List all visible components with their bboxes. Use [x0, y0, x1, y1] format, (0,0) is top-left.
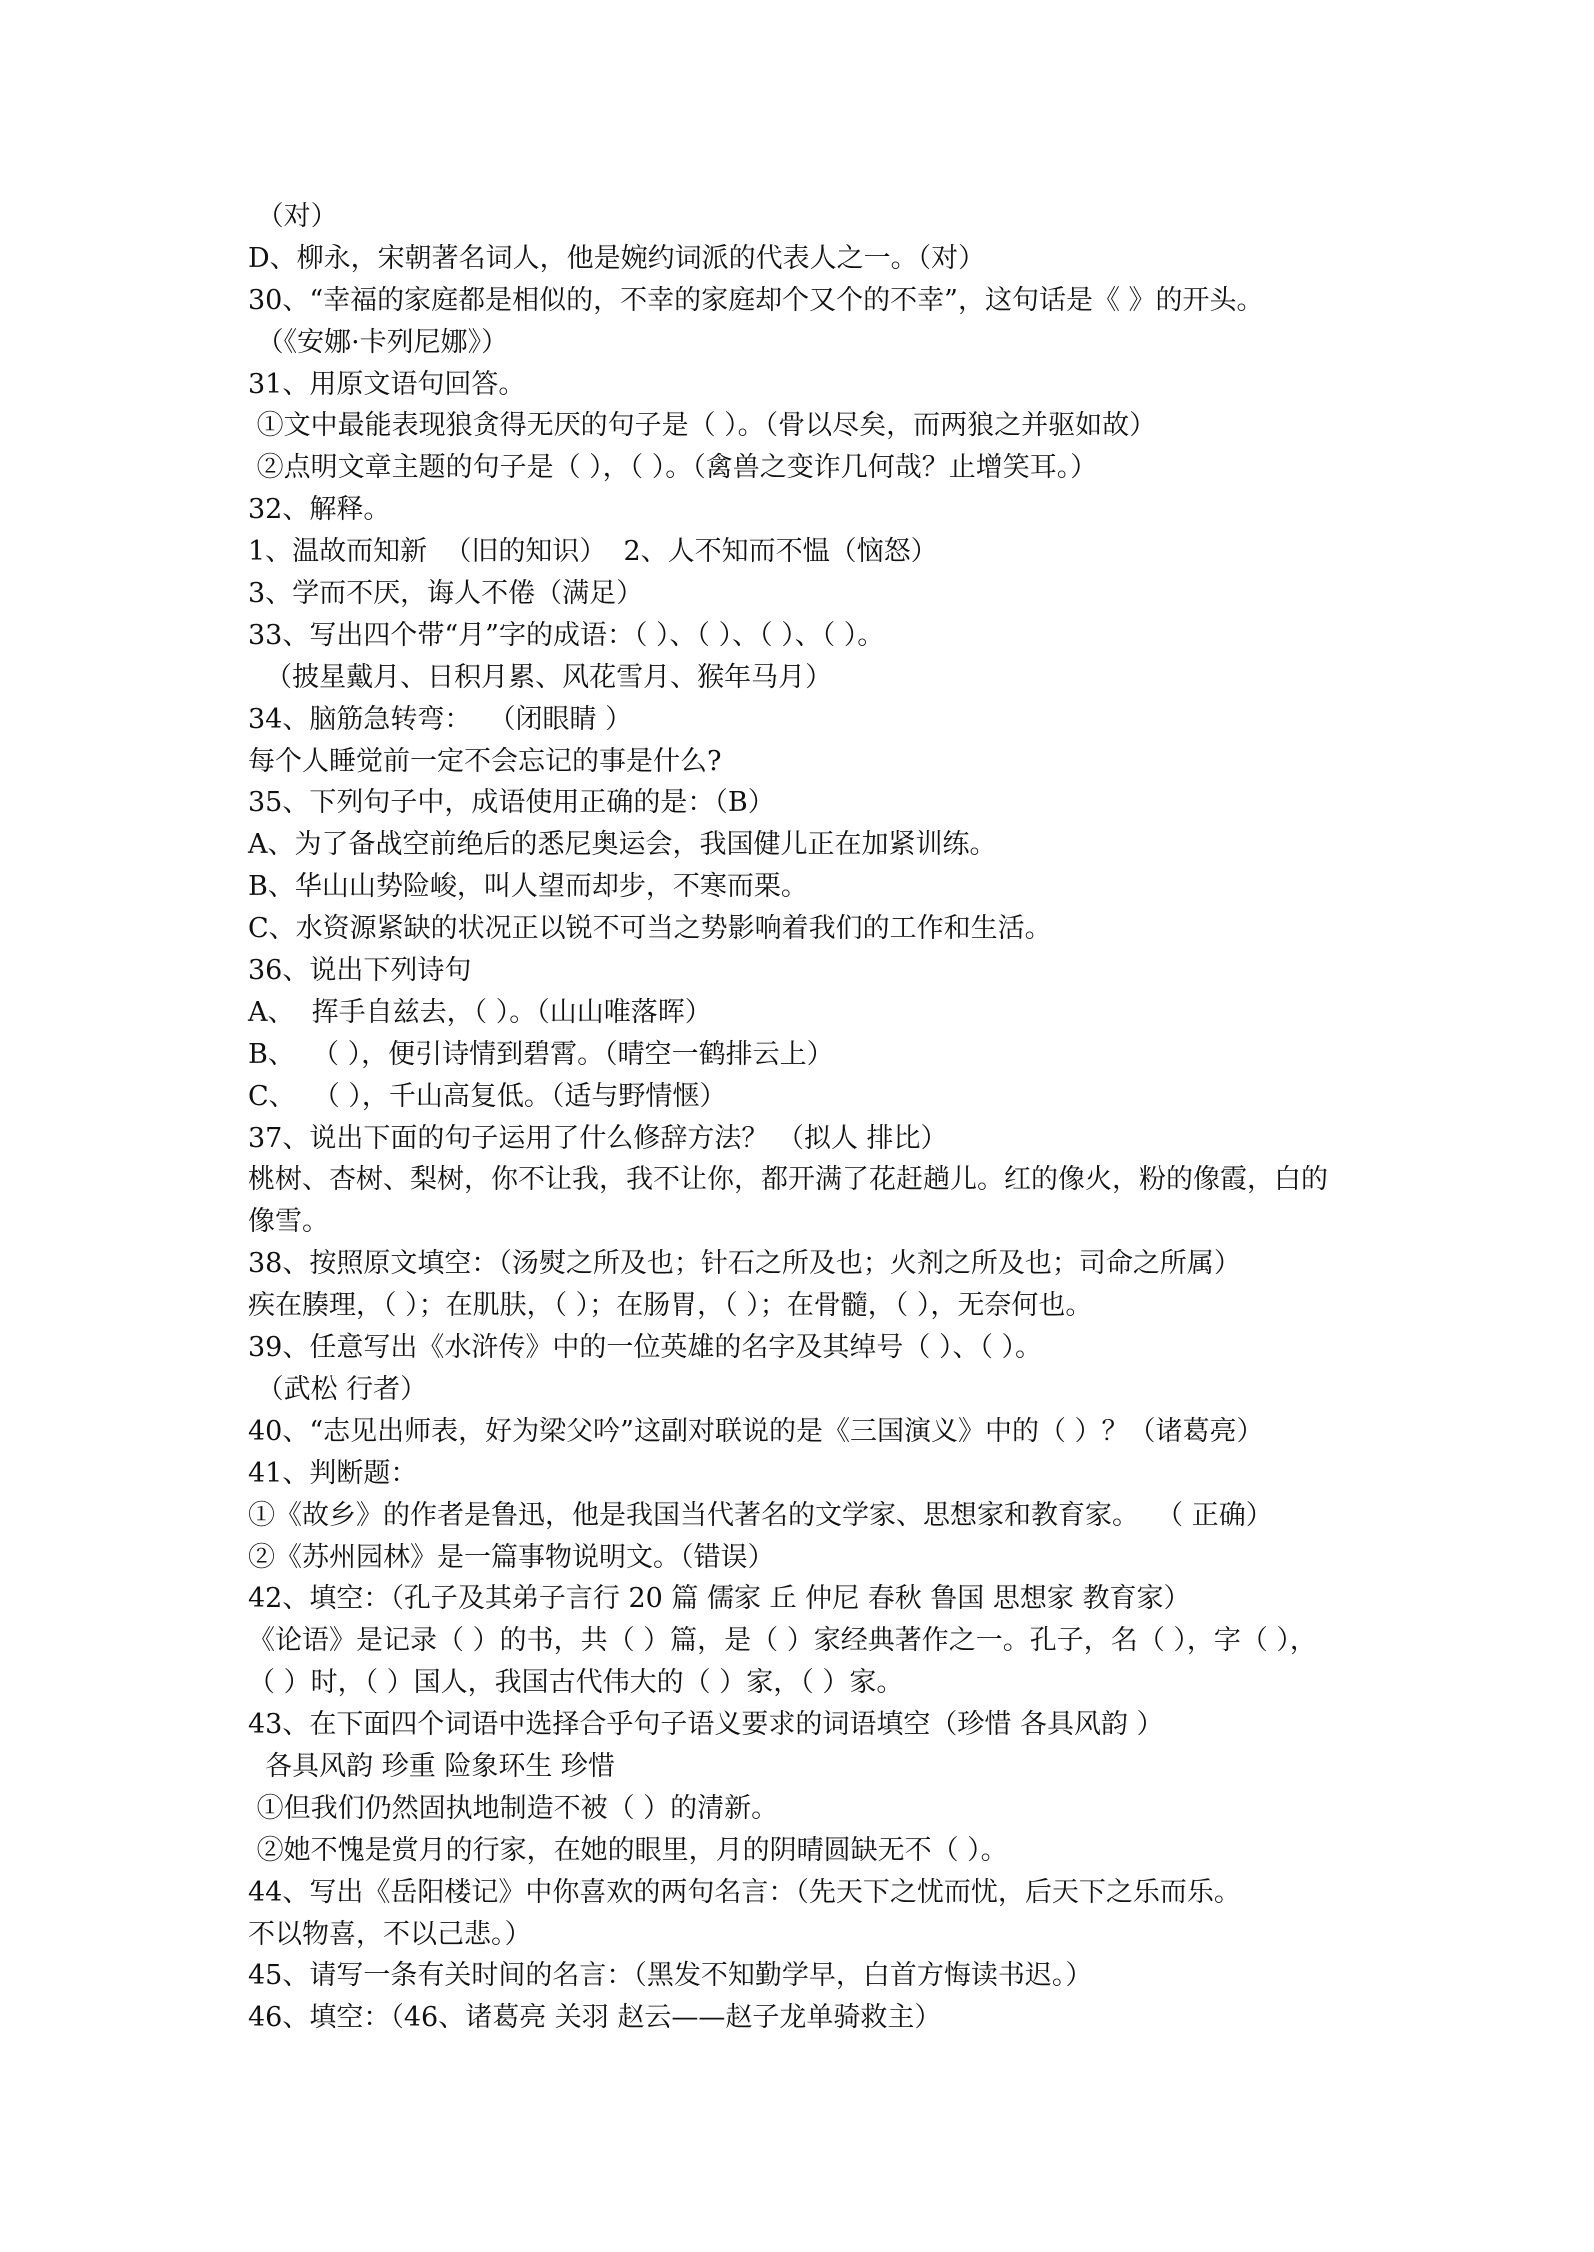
question-32: 32、解释。: [248, 494, 391, 526]
text-line: 3、学而不厌，诲人不倦（满足）: [248, 578, 644, 610]
answer-33: （披星戴月、日积月累、风花雪月、猴年马月）: [248, 661, 833, 693]
question-39: 39、任意写出《水浒传》中的一位英雄的名字及其绰号（ ）、（ ）。: [248, 1332, 1043, 1364]
text-line: 各具风韵 珍重 险象环生 珍惜: [248, 1750, 615, 1782]
text-line: ①但我们仍然固执地制造不被（ ）的清新。: [248, 1792, 779, 1824]
question-36: 36、说出下列诗句: [248, 955, 472, 987]
text-line: （对）: [248, 201, 338, 232]
text-line: ①《故乡》的作者是鲁迅，他是我国当代著名的文学家、思想家和教育家。 （ 正确）: [248, 1499, 1273, 1531]
option-c: C、 （ ），千山高复低。（适与野情惬）: [248, 1080, 727, 1112]
option-b: B、华山山势险峻，叫人望而却步，不寒而栗。: [248, 871, 808, 903]
option-a: A、为了备战空前绝后的悉尼奥运会，我国健儿正在加紧训练。: [248, 829, 997, 861]
text-line: 桃树、杏树、梨树，你不让我，我不让你，都开满了花赶趟儿。红的像火，粉的像霞，白的: [248, 1164, 1328, 1196]
question-44: 44、写出《岳阳楼记》中你喜欢的两句名言：（先天下之忧而忧，后天下之乐而乐。: [248, 1876, 1241, 1908]
question-33: 33、写出四个带“月”字的成语：（ ）、（ ）、（ ）、（ ）。: [248, 619, 885, 651]
text-line: 1、温故而知新 （旧的知识） 2、人不知而不愠（恼怒）: [248, 536, 938, 568]
option-b: B、 （ ），便引诗情到碧霄。（晴空一鹤排云上）: [248, 1038, 834, 1070]
document-body: [248, 196, 1368, 2039]
question-40: 40、“志见出师表，好为梁父吟”这副对联说的是《三国演义》中的（ ）？（诸葛亮）: [248, 1415, 1264, 1447]
question-45: 45、请写一条有关时间的名言：（黑发不知勤学早，白首方悔读书迟。）: [248, 1960, 1093, 1992]
question-35: 35、下列句子中，成语使用正确的是：（B）: [248, 787, 775, 819]
question-43: 43、在下面四个词语中选择合乎句子语义要求的词语填空（珍惜 各具风韵 ）: [248, 1709, 1164, 1741]
answer-30: （《安娜·卡列尼娜》）: [248, 326, 509, 358]
question-46: 46、填空：（46、诸葛亮 关羽 赵云——赵子龙单骑救主）: [248, 2002, 942, 2034]
text-line: D、柳永，宋朝著名词人，他是婉约词派的代表人之一。（对）: [248, 242, 986, 274]
question-34: 34、脑筋急转弯： （闭眼睛 ）: [248, 703, 633, 735]
question-31: 31、用原文语句回答。: [248, 368, 526, 400]
text-line: ②点明文章主题的句子是（ ），（ ）。（禽兽之变诈几何哉？止增笑耳。）: [248, 452, 1098, 484]
text-line: （ ）时，（ ）国人，我国古代伟大的（ ）家，（ ）家。: [248, 1667, 904, 1699]
option-c: C、水资源紧缺的状况正以锐不可当之势影响着我们的工作和生活。: [248, 913, 1052, 945]
question-42: 42、填空：（孔子及其弟子言行 20 篇 儒家 丘 仲尼 春秋 鲁国 思想家 教育家）: [248, 1583, 1191, 1615]
question-41: 41、判断题：: [248, 1457, 418, 1489]
answer-39: （武松 行者）: [248, 1373, 428, 1405]
text-line: 不以物喜，不以己悲。）: [248, 1918, 532, 1950]
text-line: ①文中最能表现狼贪得无厌的句子是（ ）。（骨以尽矣，而两狼之并驱如故）: [248, 410, 1157, 442]
text-line: 疾在腠理，（ ）；在肌肤，（ ）；在肠胃，（ ）；在骨髓，（ ），无奈何也。: [248, 1290, 1093, 1322]
text-line: 《论语》是记录（ ）的书，共（ ）篇，是（ ）家经典著作之一。孔子，名（ ），字（ ），: [248, 1625, 1317, 1657]
question-37: 37、说出下面的句子运用了什么修辞方法？ （拟人 排比）: [248, 1122, 948, 1154]
option-a: A、 挥手自兹去，（ ）。（山山唯落晖）: [248, 996, 712, 1028]
question-38: 38、按照原文填空：（汤熨之所及也；针石之所及也；火剂之所及也；司命之所属）: [248, 1248, 1241, 1280]
text-line: ②她不愧是赏月的行家，在她的眼里，月的阴晴圆缺无不（ ）。: [248, 1834, 1008, 1866]
text-line: 像雪。: [248, 1206, 329, 1238]
question-30: 30、“幸福的家庭都是相似的，不幸的家庭却个又个的不幸”，这句话是《 》的开头。: [248, 284, 1264, 316]
text-line: ②《苏州园林》是一篇事物说明文。（错误）: [248, 1541, 775, 1573]
text-line: 每个人睡觉前一定不会忘记的事是什么?: [248, 745, 722, 777]
